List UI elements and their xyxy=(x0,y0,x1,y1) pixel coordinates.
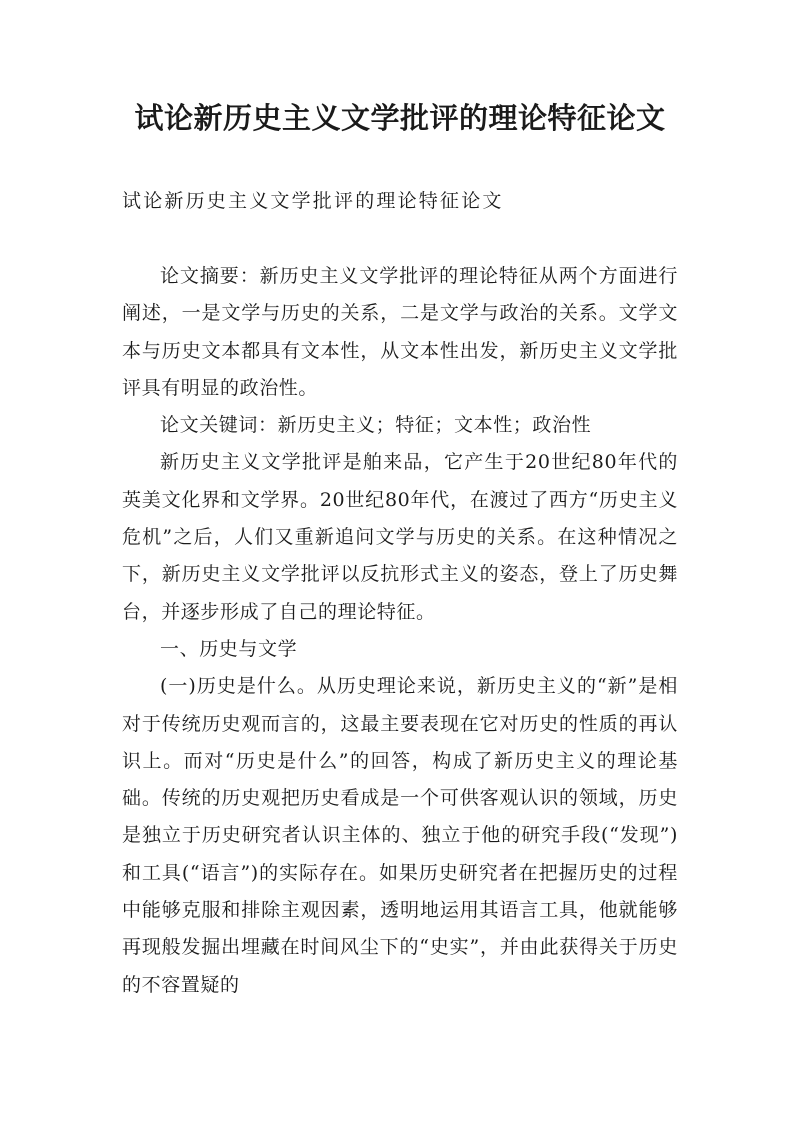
keywords-paragraph: 论文关键词：新历史主义；特征；文本性；政治性 xyxy=(160,414,592,437)
section-heading: 一、历史与文学 xyxy=(160,637,298,660)
body-paragraph: (一)历史是什么。从历史理论来说，新历史主义的“新”是相对于传统历史观而言的，这最主要表现在它对历史的性质的再认识上。而对“历史是什么”的回答，构成了新历史主义的理论基础。传统的历史观把历史看成是一个可供客观认识的领域，历史是独立于历史研究者认识主体的、独立于他的研究手段(“发现”)和工具(“语言”)的实际存在。如果历史研究者在把握历史的过程中能够克服和排除主观因素，透明地运用其语言工具，他就能够再现般发掘出埋藏在时间风尘下的“史实”，并由此获得关于历史的不容置疑的 xyxy=(122,675,678,996)
intro-paragraph: 新历史主义文学批评是舶来品，它产生于20世纪80年代的英美文化界和文学界。20世纪80年代，在渡过了西方“历史主义危机”之后，人们又重新追问文学与历史的关系。在这种情况之下，新历史主义文学批评以反抗形式主义的姿态，登上了历史舞台，并逐步形成了自己的理论特征。 xyxy=(122,451,678,623)
document-subtitle: 试论新历史主义文学批评的理论特征论文 xyxy=(122,190,504,212)
abstract-paragraph: 论文摘要：新历史主义文学批评的理论特征从两个方面进行阐述，一是文学与历史的关系，二是文学与政治的关系。文学文本与历史文本都具有文本性，从文本性出发，新历史主义文学批评具有明显的政治性。 xyxy=(122,265,678,399)
document-title: 试论新历史主义文学批评的理论特征论文 xyxy=(134,101,666,135)
document-body xyxy=(122,258,678,1004)
